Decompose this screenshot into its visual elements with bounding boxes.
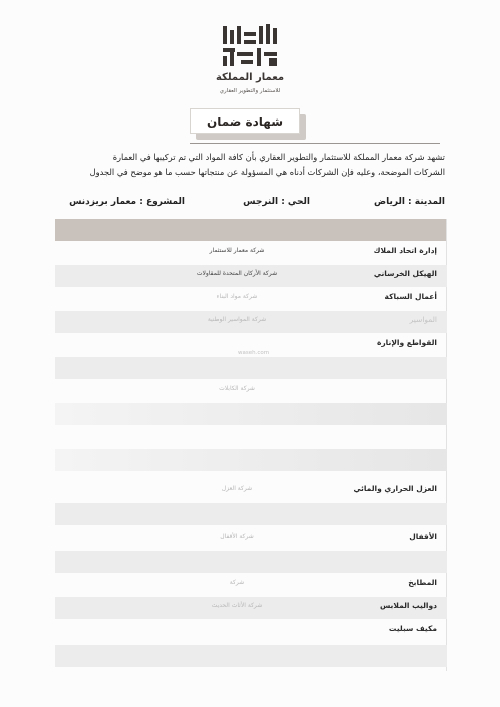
row-value: شركة الأركان المتحدة للمقاولات — [196, 270, 278, 277]
row-label: القواطع والإنارة — [376, 338, 437, 347]
logo-tagline: للاستثمار والتطوير العقاري — [219, 88, 281, 94]
intro-paragraph — [60, 150, 445, 180]
table-row — [55, 265, 447, 287]
row-label: دواليب الملابس — [379, 601, 437, 610]
row-value: شركة — [229, 579, 245, 586]
table-row — [55, 403, 447, 425]
row-value: شركة الأثاث الحديث — [211, 602, 263, 609]
table-row — [55, 242, 447, 264]
table-row — [55, 449, 447, 471]
watermark-text: waseh.com — [238, 350, 270, 356]
logo-mark-icon — [221, 22, 279, 68]
title-underline — [190, 143, 440, 144]
table-row — [55, 311, 447, 333]
row-label: أعمال السباكة — [384, 292, 437, 301]
logo-company-name: معمار المملكة — [215, 72, 285, 83]
table-row — [55, 645, 447, 667]
table-header-band — [55, 219, 447, 241]
row-label: المطابخ — [408, 578, 437, 587]
row-value: شركة مواد البناء — [216, 293, 258, 300]
table-row — [55, 380, 447, 402]
table-row — [55, 357, 447, 379]
row-value: شركة المواسير الوطنية — [207, 316, 267, 323]
table-row — [55, 551, 447, 573]
table-row — [55, 480, 447, 502]
page-title: شهادة ضمان — [190, 108, 300, 134]
intro-line-1: تشهد شركة معمار المملكة للاستثمار والتطوير العقاري بأن كافة المواد التي تم تركيبها في العمارة — [112, 152, 445, 162]
row-label: إدارة اتحاد الملاك — [373, 246, 437, 255]
row-value: شركة الأقفال — [220, 533, 254, 540]
project-field: المشروع : معمار بريزدنس — [69, 197, 185, 207]
row-label: مكيف سبليت — [388, 624, 437, 633]
district-field: الحي : النرجس — [243, 197, 310, 207]
table-row — [55, 528, 447, 550]
company-logo — [205, 22, 295, 100]
row-value: شركة الكابلات — [219, 385, 255, 392]
row-label: الهيكل الخرساني — [373, 269, 437, 278]
table-row — [55, 574, 447, 596]
row-value: شركة العزل — [221, 485, 253, 492]
intro-line-2: الشركات الموضحة، وعليه فإن الشركات أدناه هي المسؤولة عن منتجاتها حسب ما هو موضح في الجدول — [89, 167, 445, 177]
table-row — [55, 620, 447, 642]
table-row — [55, 503, 447, 525]
city-field: المدينة : الرياض — [373, 197, 445, 207]
row-label: المواسير — [409, 315, 437, 324]
table-row — [55, 288, 447, 310]
row-label: الأقفال — [409, 532, 437, 541]
table-row — [55, 426, 447, 448]
title-tab — [190, 108, 308, 142]
row-label: العزل الحراري والمائي — [353, 484, 437, 493]
row-value: شركة معمار للاستثمار — [209, 247, 265, 254]
table-row — [55, 597, 447, 619]
